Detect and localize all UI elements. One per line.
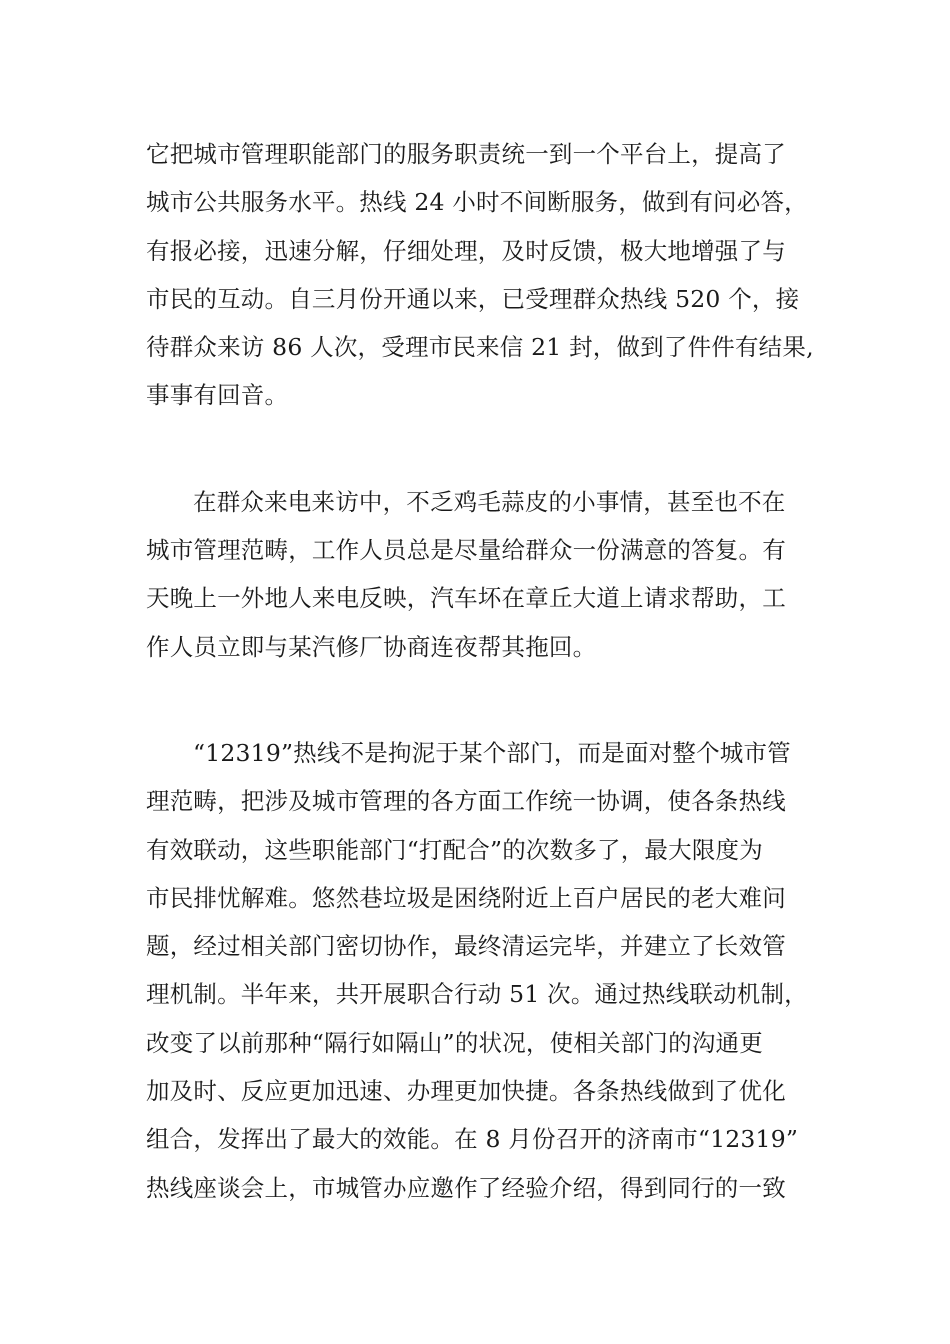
text-line: “12319”热线不是拘泥于某个部门，而是面对整个城市管: [193, 738, 791, 767]
text-line: 改变了以前那种“隔行如隔山”的状况，使相关部门的沟通更: [146, 1028, 763, 1057]
text-line: 天晚上一外地人来电反映，汽车坏在章丘大道上请求帮助，工: [146, 584, 786, 613]
paragraph-spacer: [146, 671, 806, 729]
paragraph-3: [146, 729, 806, 1212]
text-line: 加及时、反应更加迅速、办理更加快捷。各条热线做到了优化: [146, 1077, 786, 1106]
text-line: 有报必接，迅速分解，仔细处理，及时反馈，极大地增强了与: [146, 236, 786, 265]
document-page: [146, 130, 814, 1212]
paragraph-spacer: [146, 420, 806, 478]
text-line: 组合，发挥出了最大的效能。在 8 月份召开的济南市“12319”: [146, 1125, 799, 1154]
text-line: 市民排忧解难。悠然巷垃圾是困绕附近上百户居民的老大难问: [146, 883, 786, 912]
text-line: 理范畴，把涉及城市管理的各方面工作统一协调，使各条热线: [146, 787, 786, 816]
text-line: 在群众来电来访中，不乏鸡毛蒜皮的小事情，甚至也不在: [193, 487, 786, 516]
text-line: 理机制。半年来，共开展职合行动 51 次。通过热线联动机制，: [146, 980, 808, 1009]
paragraph-1: [146, 130, 814, 420]
text-line: 待群众来访 86 人次，受理市民来信 21 封，做到了件件有结果,: [146, 333, 814, 362]
paragraph-2: [146, 478, 806, 671]
text-line: 城市管理范畴，工作人员总是尽量给群众一份满意的答复。有: [146, 536, 786, 565]
text-line: 有效联动，这些职能部门“打配合”的次数多了，最大限度为: [146, 835, 763, 864]
text-line: 热线座谈会上，市城管办应邀作了经验介绍，得到同行的一致: [146, 1173, 786, 1202]
text-line: 作人员立即与某汽修厂协商连夜帮其拖回。: [146, 632, 597, 661]
text-line: 题，经过相关部门密切协作，最终清运完毕，并建立了长效管: [146, 932, 786, 961]
text-line: 它把城市管理职能部门的服务职责统一到一个平台上，提高了: [146, 140, 786, 168]
text-line: 事事有回音。: [146, 381, 289, 410]
text-line: 城市公共服务水平。热线 24 小时不间断服务，做到有问必答，: [146, 188, 808, 217]
text-line: 市民的互动。自三月份开通以来，已受理群众热线 520 个，接: [146, 284, 800, 313]
